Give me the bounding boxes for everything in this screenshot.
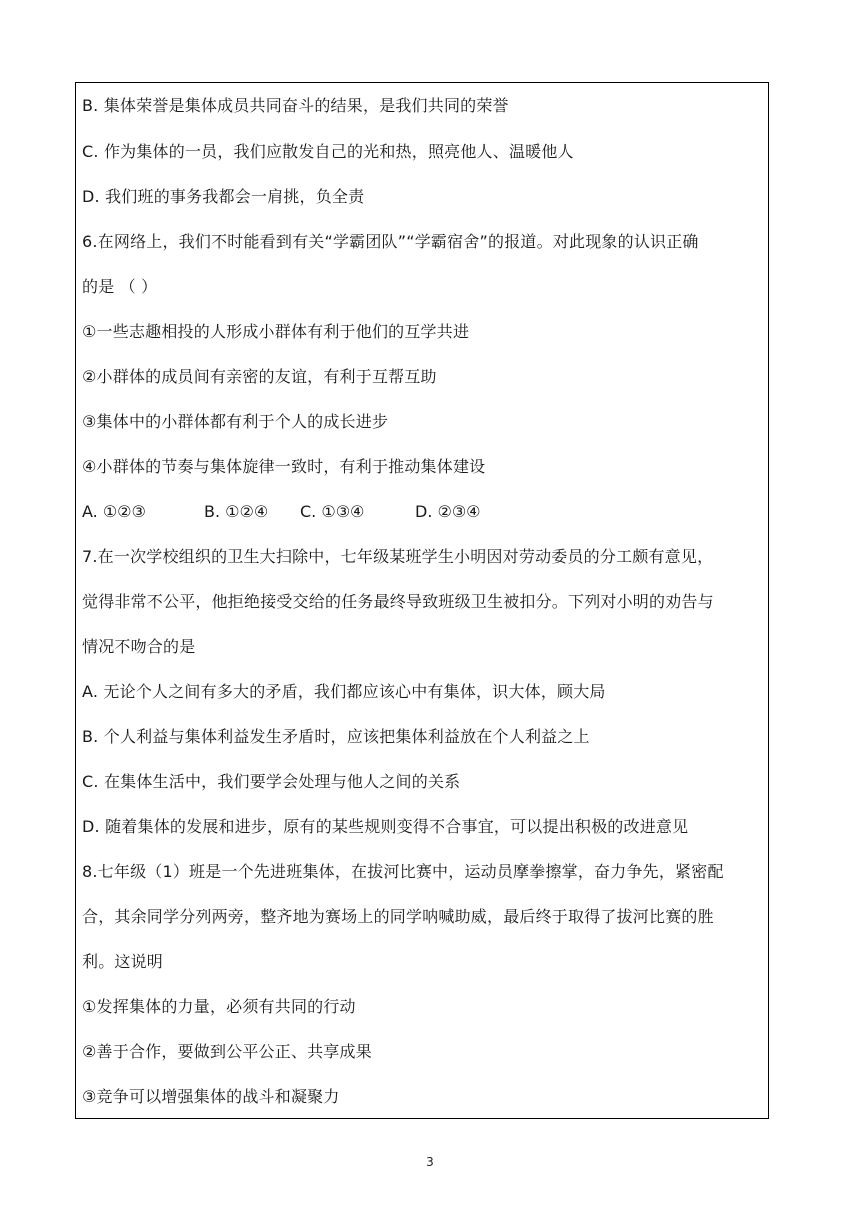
q7-stem-line-3: 情况不吻合的是 xyxy=(82,637,196,656)
q8-statement-1: ①发挥集体的力量，必须有共同的行动 xyxy=(82,997,356,1016)
q6-stem-line-1: 6.在网络上，我们不时能看到有关“学霸团队”“学霸宿舍”的报道。对此现象的认识正确 xyxy=(82,232,699,251)
q6-answer-b: B. ①②④ xyxy=(204,502,269,521)
q6-answer-a: A. ①②③ xyxy=(82,502,146,521)
q7-stem-line-2: 觉得非常不公平，他拒绝接受交给的任务最终导致班级卫生被扣分。下列对小明的劝告与 xyxy=(82,592,714,611)
q6-answer-options xyxy=(82,502,542,522)
q8-stem-line-2: 合，其余同学分列两旁，整齐地为赛场上的同学呐喊助威，最后终于取得了拔河比赛的胜 xyxy=(82,907,714,926)
q6-statement-3: ③集体中的小群体都有利于个人的成长进步 xyxy=(82,412,389,431)
q7-option-a: A. 无论个人之间有多大的矛盾，我们都应该心中有集体，识大体，顾大局 xyxy=(82,682,606,701)
q7-option-c: C. 在集体生活中，我们要学会处理与他人之间的关系 xyxy=(82,772,461,791)
q8-stem-line-1: 8.七年级（1）班是一个先进班集体，在拔河比赛中，运动员摩拳擦掌，奋力争先，紧密配 xyxy=(82,862,724,881)
q8-stem-line-3: 利。这说明 xyxy=(82,952,164,971)
q7-option-b: B. 个人利益与集体利益发生矛盾时，应该把集体利益放在个人利益之上 xyxy=(82,727,590,746)
q7-option-d: D. 随着集体的发展和进步，原有的某些规则变得不合事宜，可以提出积极的改进意见 xyxy=(82,817,689,836)
q6-answer-c: C. ①③④ xyxy=(300,502,365,521)
q6-statement-4: ④小群体的节奏与集体旋律一致时，有利于推动集体建设 xyxy=(82,457,486,476)
q8-statement-3: ③竞争可以增强集体的战斗和凝聚力 xyxy=(82,1087,340,1106)
q8-statement-2: ②善于合作，要做到公平公正、共享成果 xyxy=(82,1042,372,1061)
q6-answer-d: D. ②③④ xyxy=(415,502,481,521)
q6-stem-line-2: 的是 （ ） xyxy=(82,277,158,296)
q7-stem-line-1: 7.在一次学校组织的卫生大扫除中，七年级某班学生小明因对劳动委员的分工颇有意见， xyxy=(82,547,714,566)
q5-option-c: C. 作为集体的一员，我们应散发自己的光和热，照亮他人、温暖他人 xyxy=(82,142,574,161)
page-number: 3 xyxy=(426,1155,434,1169)
q5-option-b: B. 集体荣誉是集体成员共同奋斗的结果，是我们共同的荣誉 xyxy=(82,96,509,115)
q6-statement-2: ②小群体的成员间有亲密的友谊，有利于互帮互助 xyxy=(82,367,437,386)
q5-option-d: D. 我们班的事务我都会一肩挑，负全责 xyxy=(82,187,365,206)
q6-statement-1: ①一些志趣相投的人形成小群体有利于他们的互学共进 xyxy=(82,322,470,341)
